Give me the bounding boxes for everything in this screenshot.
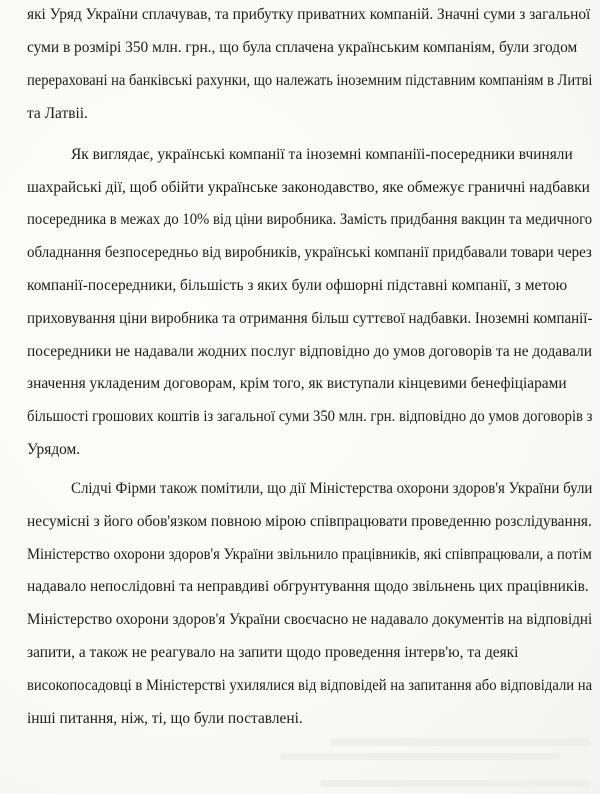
text-line: високопосадовці в Міністерстві ухилялися від відповідей на запитання або відповідали на — [27, 677, 593, 694]
text-line: посередника в межах до 10% від ціни виробника. Замість придбання вакцин та медичного — [27, 211, 593, 228]
text-line: які Уряд України сплачував, та прибутку приватних компаній. Значні суми з загальної — [27, 6, 591, 23]
text-line: обладнання безпосередньо від виробників, українські компанії придбавали товари через — [27, 244, 592, 261]
text-line: більшості грошових коштів із загальної суми 350 млн. грн. відповідно до умов договорів з — [27, 408, 593, 425]
text-line: значення укладеним договорам, крім того, як виступали кінцевими бенефіціарами — [27, 375, 567, 392]
bleed-through-shading — [280, 753, 560, 760]
text-line: компанії-посередники, більшість з яких були офшорні підставні компанії, з метою — [27, 277, 568, 294]
text-line: та Латвіі. — [27, 105, 88, 122]
text-line: Як виглядає, українські компанії та іноземні компаніїі-посередники вчиняли — [71, 146, 573, 163]
text-line: перераховані на банківські рахунки, що належать іноземним підставним компаніям в Литві — [27, 72, 593, 89]
text-line: приховування ціни виробника та отримання більш суттєвої надбавки. Іноземні компанії- — [27, 310, 593, 327]
text-line: несумісні з його обов'язком повною мірою співпрацювати проведенню розслідування. — [27, 513, 592, 530]
bleed-through-shading — [320, 780, 590, 787]
text-line: Міністерство охорони здоров'я України звільнило працівників, які співпрацювали, а потім — [27, 546, 592, 563]
text-line: Міністерство охорони здоров'я України своєчасно не надавало документів на відповідні — [27, 611, 593, 628]
bleed-through-shading — [330, 738, 590, 746]
text-line: суми в розмірі 350 млн. грн., що була сплачена українським компаніям, були згодом — [27, 39, 578, 56]
text-line: Урядом. — [27, 441, 81, 458]
text-line: інші питання, ніж, ті, що були поставлені. — [27, 710, 303, 727]
text-line: посередники не надавали жодних послуг відповідно до умов договорів та не додавали — [27, 343, 592, 360]
text-line: запити, а також не реагувало на запити щодо проведення інтерв'ю, та деякі — [27, 644, 519, 661]
text-line: надавало непослідовні та неправдиві обгрунтування щодо звільнень цих працівників. — [27, 578, 589, 595]
text-line: Слідчі Фірми також помітили, що дії Міністерства охорони здоров'я України були — [71, 480, 593, 497]
text-line: шахрайські дії, щоб обійти українське законодавство, яке обмежує граничні надбавки — [27, 179, 590, 196]
